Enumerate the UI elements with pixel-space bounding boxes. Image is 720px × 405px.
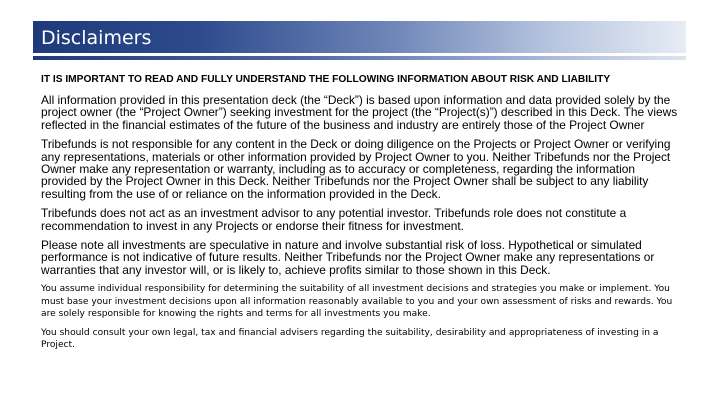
disclaimer-paragraph-deck-info: All information provided in this presentation deck (the “Deck”) is based upon information and data provided solely by the project owner (the “Project Owner”) seeking investment for the project (the “Project(s)”) described in this Deck. The views reflected in the financial estimates of the future of the business and industry are entirely those of the Project Owner xyxy=(41,93,678,132)
disclaimer-paragraph-risk: Please note all investments are speculative in nature and involve substantial risk of loss. Hypothetical or simulated performance is not indicative of future results. Neither Tribefunds nor the Project Owner make any representations or warranties that any investor will, or is likely to, achieve profits similar to those shown in this Deck. xyxy=(41,238,655,277)
slide-title: Disclaimers xyxy=(41,27,152,49)
disclaimer-paragraph-suitability: You assume individual responsibility for determining the suitability of all investment decisions and strategies you make or implement. You must base your investment decisions upon all information reasonably available to you and your own assessment of risks and rewards. You are solely responsible for knowing the rights and terms for all investments you make. xyxy=(41,284,673,319)
disclaimer-content xyxy=(41,73,681,359)
disclaimer-heading: IT IS IMPORTANT TO READ AND FULLY UNDERSTAND THE FOLLOWING INFORMATION ABOUT RISK AND LIABILITY xyxy=(41,74,611,85)
disclaimer-paragraph-advisor: Tribefunds does not act as an investment advisor to any potential investor. Tribefunds role does not constitute a recommendation to invest in any Projects or endorse their fitness for investment. xyxy=(41,206,627,233)
disclaimer-paragraph-responsibility: Tribefunds is not responsible for any content in the Deck or doing diligence on the Projects or Project Owner or verifying any representations, materials or other information provided by Project Owner to you. Neither Tribefunds nor the Project Owner make any representation or warranty, including as to accuracy or completeness, regarding the information provided by the Project Owner in this Deck. Neither Tribefunds nor the Project Owner shall be subject to any liability resulting from the use of or reliance on the information provided in the Deck. xyxy=(41,137,671,201)
title-underline xyxy=(33,56,686,60)
disclaimer-paragraph-advisers: You should consult your own legal, tax and financial advisers regarding the suitability, desirability and appropriateness of investing in a Project. xyxy=(41,328,659,351)
